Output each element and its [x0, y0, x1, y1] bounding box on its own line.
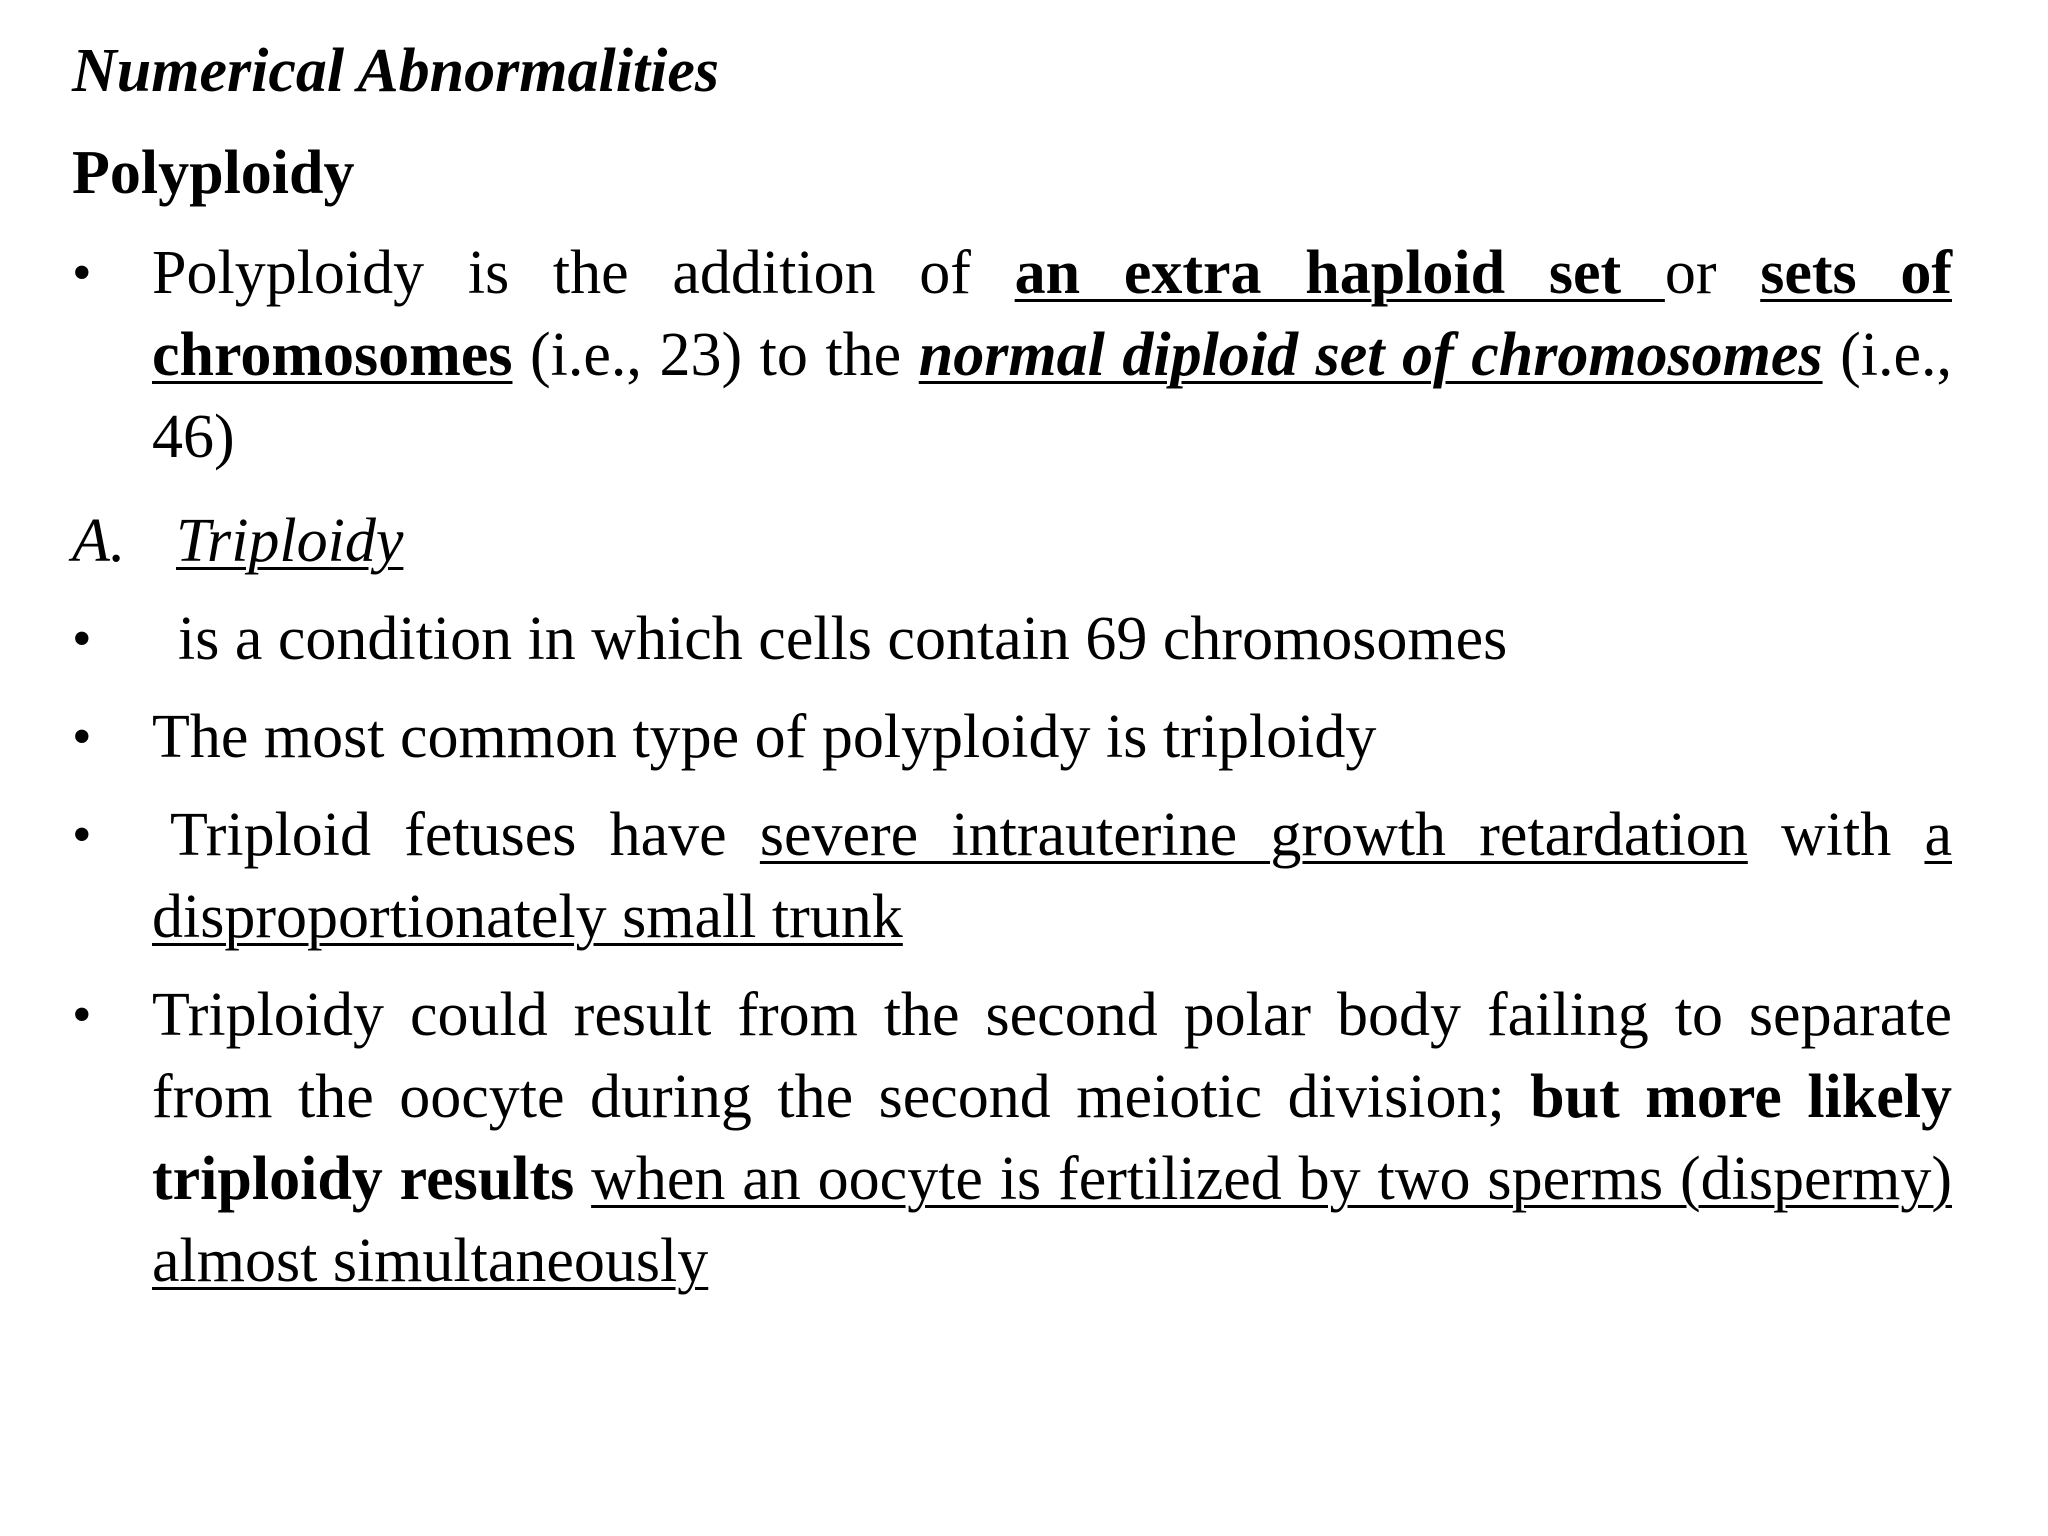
definition-text: or [1664, 239, 1761, 307]
definition-text: (i.e., 23) to the [512, 321, 919, 389]
bullet-item [152, 794, 1952, 958]
bullet-item [152, 974, 1952, 1302]
bullet-underlined-text: severe intrauterine growth retardation [759, 801, 1748, 869]
bullet-icon: • [72, 608, 92, 670]
section-title: Polyploidy [72, 139, 355, 207]
bullet-item [152, 598, 1978, 680]
definition-term-extra-haploid-set: an extra haploid set [1014, 239, 1665, 307]
bullet-text: Triploidy could result from the second polar body failing to separate from the oocyte during the second meiotic division; [152, 981, 1952, 1131]
definition-text: (i.e., 46) [152, 321, 1953, 471]
section-heading [72, 500, 403, 582]
section-letter: A. [72, 507, 126, 575]
bullet-bold-text: but more likely triploidy results [152, 1063, 1952, 1213]
bullet-text: with [1747, 801, 1925, 869]
bullet-text: is a condition in which cells contain 69 chromosomes [178, 605, 1508, 673]
definition-term-sets-of-chromosomes: sets of chromosomes [152, 239, 1952, 389]
definition-text: Polyploidy is the addition of [152, 239, 1015, 307]
page-title: Numerical Abnormalities [72, 37, 720, 105]
bullet-underlined-text: a disproportionately small trunk [152, 801, 1952, 951]
bullet-item [152, 696, 1952, 778]
bullet-text [574, 1145, 591, 1213]
bullet-underlined-text: when an oocyte is fertilized by two sperms (dispermy) almost simultaneously [152, 1145, 1952, 1295]
bullet-icon: • [72, 984, 92, 1046]
bullet-text: Triploid fetuses have [170, 801, 760, 869]
definition-paragraph [152, 232, 1952, 478]
definition-term-normal-diploid-set: normal diploid set of chromosomes [918, 321, 1823, 389]
bullet-icon: • [72, 242, 92, 304]
section-heading-text: Triploidy [176, 507, 404, 575]
bullet-icon: • [72, 804, 92, 866]
bullet-icon: • [72, 706, 92, 768]
bullet-text: The most common type of polyploidy is triploidy [152, 703, 1377, 771]
